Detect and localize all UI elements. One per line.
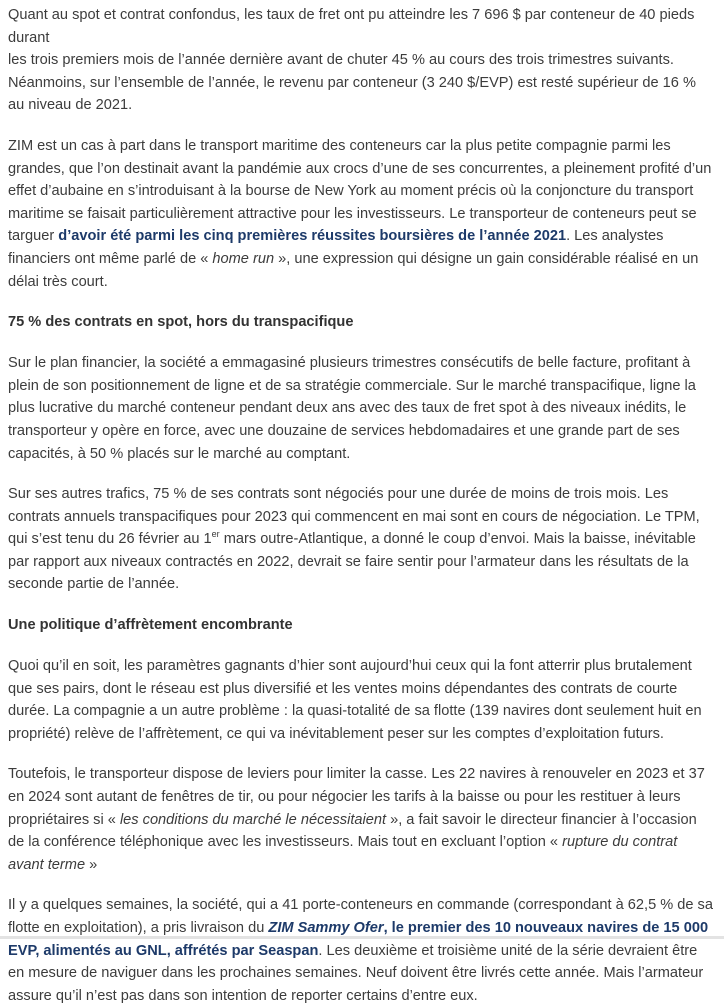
paragraph-text: Il y a quelques semaines, la société, qui a 41 porte-conteneurs en commande (correspondant à 62,5 % de sa flotte en exploitation), a pris livraison du (8, 897, 713, 936)
quoted-term: home run (212, 250, 275, 267)
paragraph-zim-ipo (8, 135, 714, 293)
paragraph-line: Quant au spot et contrat confondus, les taux de fret ont pu atteindre les 7 696 $ par conteneur de 40 pieds durant (8, 7, 695, 46)
paragraph-text: », a fait savoir le directeur financier à l’occasion de la conférence téléphonique avec les investisseurs. Mais tout en excluant l’option « (8, 811, 697, 851)
paragraph-other-trades (8, 483, 714, 596)
paragraph-text: » (85, 856, 98, 873)
paragraph-text: ZIM est un cas à part dans le transport maritime des conteneurs car la plus petite compagnie parmi les grandes, que l’on destinait avant la pandémie aux crocs d’une de ses concurrentes, a pleinement profité d’un effet d’aubaine en s’introduisant à la bourse de New York au moment précis où la conjoncture du transport maritime se faisait particulièrement attractive pour les investisseurs. Le transporteur de conteneurs peut se targuer (8, 137, 712, 245)
ship-name: ZIM Sammy Ofer (268, 920, 384, 936)
paragraph-freight-rates (8, 4, 714, 117)
paragraph-text: Toutefois, le transporteur dispose de leviers pour limiter la casse. Les 22 navires à renouveler en 2023 et 37 en 2024 sont autant de fenêtres de tir, ou pour négocier les tarifs à la baisse ou pour les restituer à leurs propriétaires si « (8, 766, 705, 828)
article-body (0, 4, 714, 1007)
ipo-success-link[interactable]: d’avoir été parmi les cinq premières réussites boursières de l’année 2021 (58, 228, 567, 245)
paragraph-new-ships (8, 894, 714, 1007)
quoted-term: rupture du contrat avant terme (8, 834, 678, 873)
paragraph-text: mars outre-Atlantique, a donné le coup d’envoi. Mais la baisse, inévitable par rapport aux niveaux contractés en 2022, devrait se faire sentir pour l’armateur dans les résultats de la seconde partie de l’année. (8, 531, 696, 593)
superscript: er (211, 529, 220, 540)
paragraph-line: les trois premiers mois de l’année dernière avant de chuter 45 % au cours des trois trimestres suivants. (8, 52, 674, 69)
paragraph-text: », une expression qui désigne un gain considérable réalisé en un délai très court. (8, 250, 699, 290)
paragraph-text: Sur ses autres trafics, 75 % de ses contrats sont négociés pour une durée de moins de trois mois. Les contrats annuels transpacifiques pour 2023 qui commencent en mai sont en cours de négociation. Le TPM, qui s’est tenu du 26 février au 1 (8, 486, 700, 548)
paragraph-chartering-problem: Quoi qu’il en soit, les paramètres gagnants d’hier sont aujourd’hui ceux qui la font atterrir plus brutalement que ses pairs, dont le réseau est plus diversifié et les ventes moins dépendantes des contrats de courte durée. La compagnie a un autre problème : la quasi-totalité de sa flotte (139 navires dont seulement huit en propriété) relève de l’affrètement, ce qui va inévitablement peser sur les comptes d’exploitation futurs. (8, 658, 702, 742)
section-heading-spot-contracts: 75 % des contrats en spot, hors du transpacifique (8, 314, 354, 331)
quoted-term: les conditions du marché le nécessitaient (119, 811, 387, 828)
paragraph-text: . Les deuxième et troisième unité de la série devraient être en mesure de naviguer dans les prochaines semaines. Neuf doivent être livrés cette année. Mais l’armateur assure qu’il n’est pas dans son intention de reporter certains d’entre eux. (8, 942, 704, 1004)
paragraph-levers (8, 763, 714, 876)
paragraph-line: au niveau de 2021. (8, 97, 133, 114)
paragraph-financial: Sur le plan financier, la société a emmagasiné plusieurs trimestres consécutifs de belle facture, profitant à plein de son positionnement de ligne et de sa stratégie commerciale. Sur le marché transpacifique, ligne la plus lucrative du marché conteneur pendant deux ans avec des taux de fret spot à des niveaux inédits, le transporteur y opère en force, avec une douzaine de services hebdomadaires et une grande part de ses capacités, à 50 % placés sur le marché au comptant. (8, 355, 696, 462)
paragraph-text: . Les analystes financiers ont même parlé de « (8, 228, 664, 267)
paragraph-line: Néanmoins, sur l’ensemble de l’année, le revenu par conteneur (3 240 $/EVP) est resté supérieur de 16 % (8, 74, 696, 91)
link-text: , le premier des 10 nouveaux navires de 15 000 EVP, alimentés au GNL, affrétés par Seaspan (8, 920, 709, 959)
section-heading-chartering: Une politique d’affrètement encombrante (8, 617, 293, 634)
